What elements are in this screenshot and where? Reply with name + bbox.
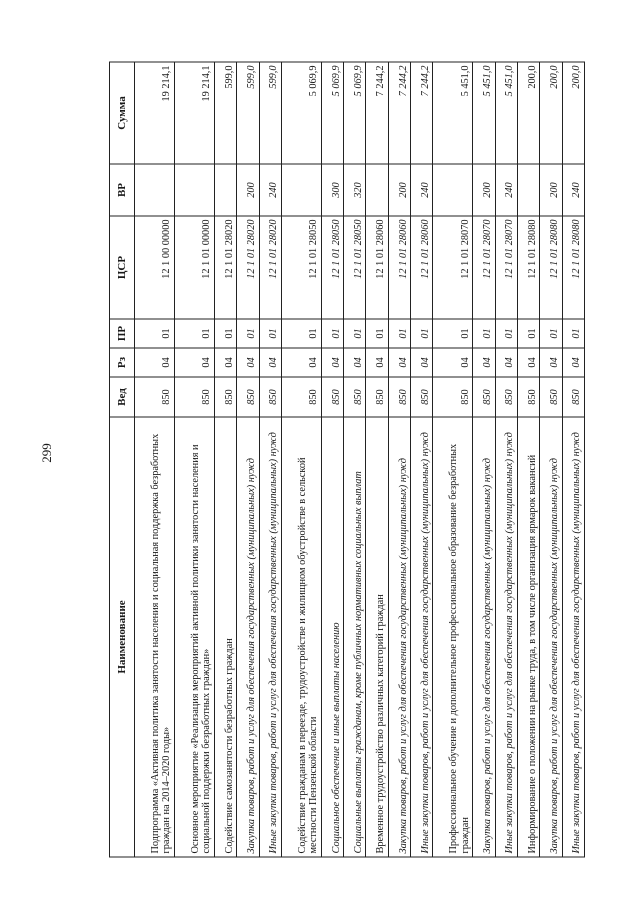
cell-ved: 850 [495, 377, 517, 417]
cell-pr: 01 [175, 319, 215, 348]
header-csr: ЦСР [110, 216, 135, 319]
cell-rz: 04 [562, 348, 584, 377]
cell-sum: 200,0 [540, 62, 562, 164]
cell-name: Социальные выплаты гражданам, кроме публичных нормативных социальных выплат [344, 417, 366, 857]
cell-csr: 12 1 01 00000 [175, 216, 215, 319]
table-header [110, 62, 135, 857]
cell-name: Иные закупки товаров, работ и услуг для обеспечения государственных (муниципальных) нужд [411, 417, 433, 857]
header-pr: ПР [110, 319, 135, 348]
cell-name: Информирование о положении на рынке труда, в том числе организация ярмарок вакансий [517, 417, 539, 857]
table-body [135, 62, 585, 857]
cell-ved: 850 [237, 377, 259, 417]
cell-pr: 01 [281, 319, 321, 348]
cell-csr: 12 1 01 28060 [388, 216, 410, 319]
cell-vr [135, 164, 175, 216]
table-row [411, 62, 433, 857]
header-name: Наименование [110, 417, 135, 857]
cell-ved: 850 [433, 377, 473, 417]
cell-pr: 01 [388, 319, 410, 348]
cell-csr: 12 1 01 28080 [517, 216, 539, 319]
cell-name: Временное трудоустройство различных категорий граждан [366, 417, 388, 857]
cell-rz: 04 [259, 348, 281, 377]
cell-ved: 850 [540, 377, 562, 417]
table-row [215, 62, 237, 857]
cell-ved: 850 [388, 377, 410, 417]
cell-vr: 240 [411, 164, 433, 216]
cell-sum: 5 451,0 [473, 62, 495, 164]
table-row [388, 62, 410, 857]
cell-pr: 01 [473, 319, 495, 348]
cell-csr: 12 1 01 28050 [281, 216, 321, 319]
cell-ved: 850 [175, 377, 215, 417]
cell-sum: 5 069,9 [344, 62, 366, 164]
cell-pr: 01 [344, 319, 366, 348]
table-row [540, 62, 562, 857]
cell-rz: 04 [237, 348, 259, 377]
cell-sum: 200,0 [562, 62, 584, 164]
cell-pr: 01 [135, 319, 175, 348]
cell-pr: 01 [433, 319, 473, 348]
cell-name: Иные закупки товаров, работ и услуг для обеспечения государственных (муниципальных) нужд [259, 417, 281, 857]
cell-sum: 5 451,0 [495, 62, 517, 164]
cell-vr: 200 [237, 164, 259, 216]
cell-ved: 850 [473, 377, 495, 417]
cell-vr: 240 [259, 164, 281, 216]
cell-csr: 12 1 01 28060 [366, 216, 388, 319]
cell-csr: 12 1 01 28020 [215, 216, 237, 319]
cell-rz: 04 [540, 348, 562, 377]
cell-vr [433, 164, 473, 216]
cell-sum: 7 244,2 [411, 62, 433, 164]
cell-rz: 04 [473, 348, 495, 377]
cell-ved: 850 [281, 377, 321, 417]
cell-sum: 7 244,2 [366, 62, 388, 164]
cell-rz: 04 [344, 348, 366, 377]
cell-vr: 200 [388, 164, 410, 216]
cell-name: Подпрограмма «Активная политика занятости населения и социальная поддержка безработных граждан на 2014–2020 годы» [135, 417, 175, 857]
cell-rz: 04 [135, 348, 175, 377]
cell-name: Социальное обеспечение и иные выплаты населению [321, 417, 343, 857]
table-row [281, 62, 321, 857]
cell-ved: 850 [259, 377, 281, 417]
header-vr: ВР [110, 164, 135, 216]
cell-pr: 01 [215, 319, 237, 348]
cell-vr: 300 [321, 164, 343, 216]
cell-rz: 04 [517, 348, 539, 377]
table-row [366, 62, 388, 857]
cell-csr: 12 1 00 00000 [135, 216, 175, 319]
cell-ved: 850 [562, 377, 584, 417]
cell-csr: 12 1 01 28050 [344, 216, 366, 319]
cell-pr: 01 [495, 319, 517, 348]
cell-sum: 19 214,1 [175, 62, 215, 164]
cell-ved: 850 [366, 377, 388, 417]
cell-pr: 01 [259, 319, 281, 348]
cell-sum: 5 069,9 [321, 62, 343, 164]
table-row [321, 62, 343, 857]
cell-pr: 01 [540, 319, 562, 348]
cell-vr [517, 164, 539, 216]
page-number [0, 0, 54, 905]
budget-table-container [109, 63, 585, 858]
cell-name: Иные закупки товаров, работ и услуг для обеспечения государственных (муниципальных) нужд [562, 417, 584, 857]
cell-rz: 04 [215, 348, 237, 377]
cell-ved: 850 [517, 377, 539, 417]
table-row [517, 62, 539, 857]
table-row [433, 62, 473, 857]
cell-ved: 850 [215, 377, 237, 417]
cell-csr: 12 1 01 28080 [540, 216, 562, 319]
table-row [259, 62, 281, 857]
cell-csr: 12 1 01 28050 [321, 216, 343, 319]
cell-vr [366, 164, 388, 216]
cell-name: Иные закупки товаров, работ и услуг для обеспечения государственных (муниципальных) нужд [495, 417, 517, 857]
cell-vr: 240 [562, 164, 584, 216]
header-row [110, 62, 135, 857]
cell-rz: 04 [388, 348, 410, 377]
page-number-text: 299 [39, 443, 54, 463]
cell-name: Закупка товаров, работ и услуг для обеспечения государственных (муниципальных) нужд [388, 417, 410, 857]
header-sum: Сумма [110, 62, 135, 164]
cell-rz: 04 [366, 348, 388, 377]
cell-name: Основное мероприятие «Реализация мероприятий активной политики занятости населения и социальной поддержки безработных граждан» [175, 417, 215, 857]
cell-csr: 12 1 01 28060 [411, 216, 433, 319]
cell-name: Закупка товаров, работ и услуг для обеспечения государственных (муниципальных) нужд [540, 417, 562, 857]
cell-sum: 599,0 [259, 62, 281, 164]
table-row [237, 62, 259, 857]
cell-pr: 01 [237, 319, 259, 348]
cell-name: Закупка товаров, работ и услуг для обеспечения государственных (муниципальных) нужд [473, 417, 495, 857]
cell-pr: 01 [366, 319, 388, 348]
cell-name: Содействие гражданам в переезде, трудоустройстве и жилищном обустройстве в сельской местности Пензенской области [281, 417, 321, 857]
cell-sum: 5 069,9 [281, 62, 321, 164]
table-row [344, 62, 366, 857]
cell-sum: 19 214,1 [135, 62, 175, 164]
cell-pr: 01 [562, 319, 584, 348]
header-rz: Рз [110, 348, 135, 377]
cell-pr: 01 [517, 319, 539, 348]
cell-name: Профессиональное обучение и дополнительное профессиональное образование безработных граждан [433, 417, 473, 857]
cell-rz: 04 [175, 348, 215, 377]
cell-rz: 04 [495, 348, 517, 377]
cell-vr: 200 [473, 164, 495, 216]
cell-csr: 12 1 01 28070 [495, 216, 517, 319]
table-row [562, 62, 584, 857]
cell-sum: 599,0 [215, 62, 237, 164]
table-row [135, 62, 175, 857]
cell-ved: 850 [344, 377, 366, 417]
cell-csr: 12 1 01 28070 [433, 216, 473, 319]
cell-rz: 04 [321, 348, 343, 377]
cell-csr: 12 1 01 28020 [259, 216, 281, 319]
cell-csr: 12 1 01 28020 [237, 216, 259, 319]
budget-table [109, 62, 585, 858]
cell-rz: 04 [433, 348, 473, 377]
cell-ved: 850 [135, 377, 175, 417]
cell-name: Закупка товаров, работ и услуг для обеспечения государственных (муниципальных) нужд [237, 417, 259, 857]
table-row [495, 62, 517, 857]
cell-sum: 200,0 [517, 62, 539, 164]
table-row [473, 62, 495, 857]
cell-ved: 850 [321, 377, 343, 417]
cell-vr [175, 164, 215, 216]
cell-ved: 850 [411, 377, 433, 417]
cell-csr: 12 1 01 28070 [473, 216, 495, 319]
header-ved: Вед [110, 377, 135, 417]
cell-vr [281, 164, 321, 216]
table-row [175, 62, 215, 857]
cell-sum: 599,0 [237, 62, 259, 164]
cell-pr: 01 [321, 319, 343, 348]
cell-name: Содействие самозанятости безработных граждан [215, 417, 237, 857]
cell-rz: 04 [281, 348, 321, 377]
cell-vr: 240 [495, 164, 517, 216]
cell-sum: 7 244,2 [388, 62, 410, 164]
cell-pr: 01 [411, 319, 433, 348]
cell-sum: 5 451,0 [433, 62, 473, 164]
cell-rz: 04 [411, 348, 433, 377]
cell-csr: 12 1 01 28080 [562, 216, 584, 319]
cell-vr: 320 [344, 164, 366, 216]
cell-vr [215, 164, 237, 216]
cell-vr: 200 [540, 164, 562, 216]
